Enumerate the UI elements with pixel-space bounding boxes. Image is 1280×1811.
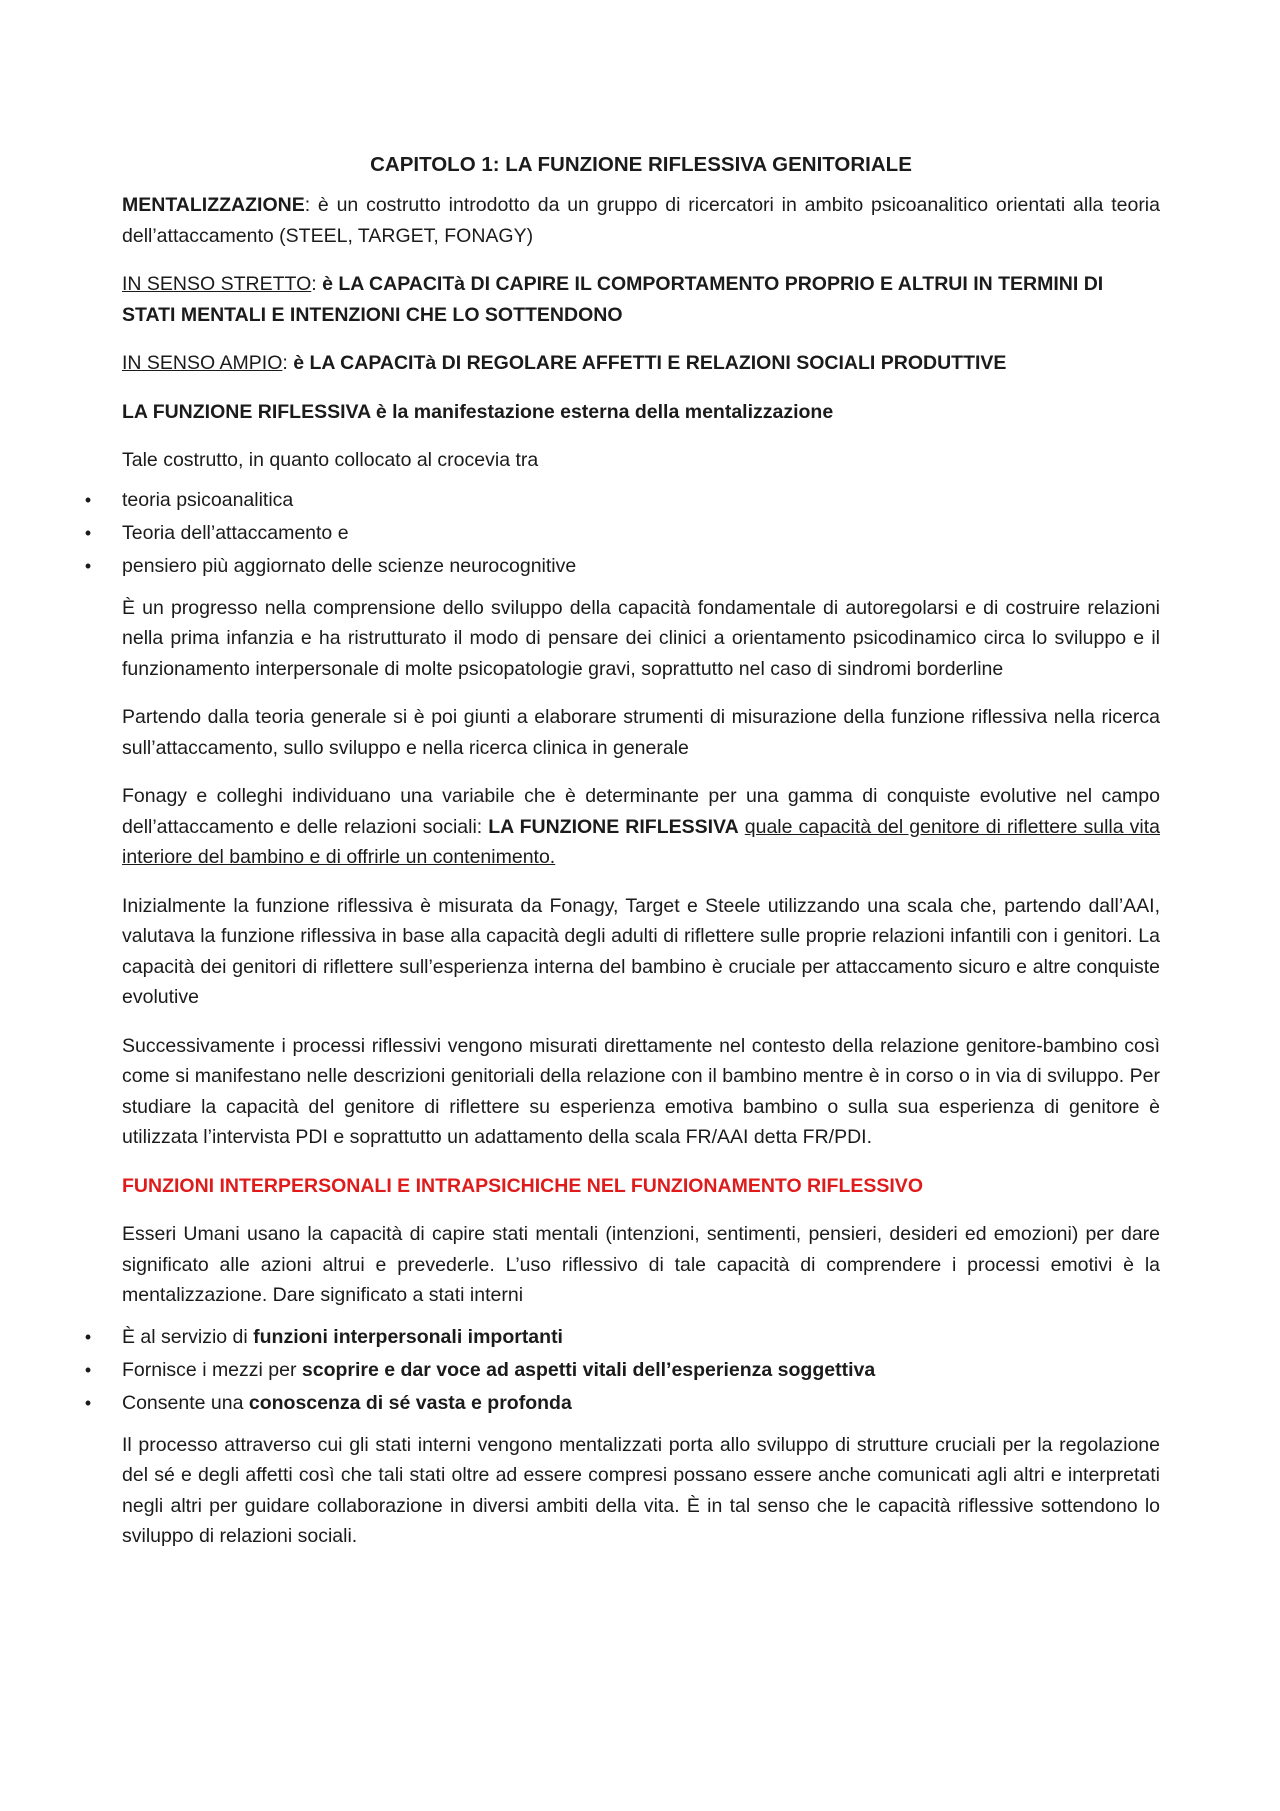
list-item [84,484,1160,517]
bullet-icon: • [84,1326,92,1347]
fonagy-text: Fonagy e colleghi individuano una variabile che è determinante per una gamma di conquiste evolutive nel campo dell’attaccamento e delle relazioni sociali: [122,785,1160,838]
list-item-text: teoria psicoanalitica [122,488,294,511]
mentalizzazione-text: : è un costrutto introdotto da un gruppo di ricercatori in ambito psicoanalitico orientati alla teoria dell’attaccamento (STEEL, TARGET, FONAGY) [122,194,1160,247]
list-item-text: Teoria dell’attaccamento e [122,521,349,544]
list-item [84,517,1160,550]
list-item-text: È al servizio di [122,1325,254,1348]
paragraph-fonagy [122,781,1160,873]
list-item-text: pensiero più aggiornato delle scienze neurocognitive [122,554,577,577]
list-item [84,1387,1160,1420]
paragraph-esseri: Esseri Umani usano la capacità di capire stati mentali (intenzioni, sentimenti, pensieri, desideri ed emozioni) per dare significato alle azioni altrui e prevederle. L’uso riflessivo di tale capacità di comprendere i processi emotivi è la mentalizzazione. Dare significato a stati interni [122,1223,1160,1306]
mentalizzazione-term: MENTALIZZAZIONE [122,194,305,216]
senso-ampio-paragraph [122,348,1160,379]
paragraph-inizialmente: Inizialmente la funzione riflessiva è misurata da Fonagy, Target e Steele utilizzando una scala che, partendo dall’AAI, valutava la funzione riflessiva in base alla capacità degli adulti di riflettere sulle proprie relazioni infantili con i genitori. La capacità dei genitori di riflettere sull’esperienza interna del bambino è cruciale per attaccamento sicuro e altre conquiste evolutive [122,894,1160,1008]
paragraph-partendo: Partendo dalla teoria generale si è poi giunti a elaborare strumenti di misurazione della funzione riflessiva nella ricerca sull’attaccamento, sullo sviluppo e nella ricerca clinica in generale [122,706,1160,759]
page-title: CAPITOLO 1: LA FUNZIONE RIFLESSIVA GENITORIALE [370,153,912,176]
crocevia-intro: Tale costrutto, in quanto collocato al crocevia tra [122,449,539,471]
bullet-icon: • [84,1392,92,1413]
fonagy-underlined: quale capacità del genitore di riflettere sulla vita interiore del bambino e di offrirle un contenimento. [122,815,1161,868]
list-item [84,1354,1160,1387]
senso-stretto-paragraph [122,269,1160,330]
bullet-icon: • [84,555,92,576]
list-item-bold: conoscenza di sé vasta e profonda [248,1391,572,1414]
separator: : [311,273,323,295]
bullet-icon: • [84,522,92,543]
section-heading: FUNZIONI INTERPERSONALI E INTRAPSICHICHE NEL FUNZIONAMENTO RIFLESSIVO [122,1174,923,1197]
senso-stretto-label: IN SENSO STRETTO [122,273,312,295]
funzione-definition [122,397,1160,428]
senso-stretto-text: è LA CAPACITà DI CAPIRE IL COMPORTAMENTO PROPRIO E ALTRUI IN TERMINI DI STATI MENTALI E INTENZIONI CHE LO SOTTENDONO [122,273,1104,326]
mentalizzazione-paragraph [122,190,1160,251]
list-item-text: Fornisce i mezzi per [122,1358,302,1381]
list-item-bold: funzioni interpersonali importanti [253,1325,563,1348]
bullet-icon: • [84,1359,92,1380]
fonagy-bold: LA FUNZIONE RIFLESSIVA [488,815,739,838]
paragraph-successivamente: Successivamente i processi riflessivi vengono misurati direttamente nel contesto della relazione genitore-bambino così come si manifestano nelle descrizioni genitoriali della relazione con il bambino mentre è in corso o in via di sviluppo. Per studiare la capacità del genitore di riflettere su esperienza emotiva bambino o sulla sua esperienza di genitore è utilizzata l’intervista PDI e soprattutto un adattamento della scala FR/AAI detta FR/PDI. [122,1034,1160,1148]
list-item-bold: scoprire e dar voce ad aspetti vitali dell’esperienza soggettiva [301,1358,876,1381]
list-item [84,550,1160,583]
paragraph-processo: Il processo attraverso cui gli stati interni vengono mentalizzati porta allo sviluppo di strutture cruciali per la regolazione del sé e degli affetti così che tali stati oltre ad essere compresi possano essere anche comunicati agli altri e interpretati negli altri per guidare collaborazione in diversi ambiti della vita. È in tal senso che le capacità riflessive sottendono lo sviluppo di relazioni sociali. [122,1433,1160,1547]
list-item-text: Consente una [122,1391,249,1414]
list-item [84,1321,1160,1354]
separator: : [282,352,294,374]
paragraph-progresso: È un progresso nella comprensione dello sviluppo della capacità fondamentale di autoregolarsi e di costruire relazioni nella prima infanzia e ha ristrutturato il modo di pensare dei clinici a orientamento psicodinamico circa lo sviluppo e il funzionamento interpersonale di molte psicopatologie gravi, soprattutto nel caso di sindromi borderline [122,596,1160,680]
funzione-definition-text: LA FUNZIONE RIFLESSIVA è la manifestazione esterna della mentalizzazione [122,400,834,423]
crocevia-list [84,484,1160,583]
functions-list [84,1321,1160,1420]
bullet-icon: • [84,489,92,510]
senso-ampio-text: è LA CAPACITà DI REGOLARE AFFETTI E RELAZIONI SOCIALI PRODUTTIVE [293,352,1007,374]
senso-ampio-label: IN SENSO AMPIO [122,352,283,374]
